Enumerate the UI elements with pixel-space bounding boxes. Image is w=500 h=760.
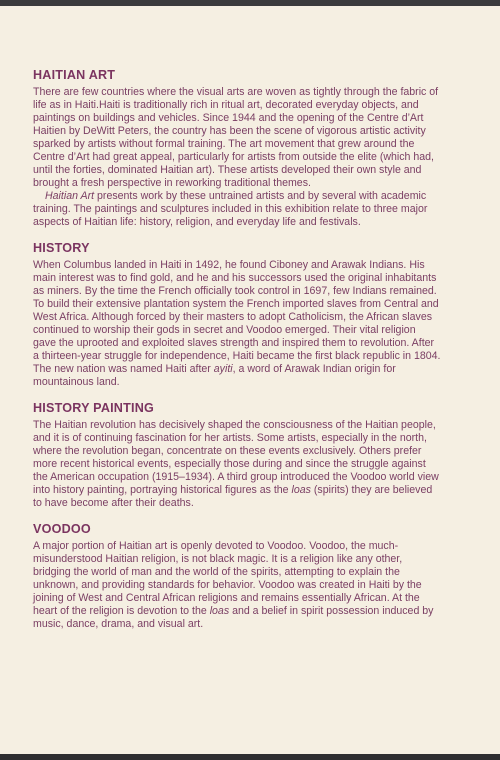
paragraph-text: The Haitian revolution has decisively shaped the consciousness of the Haitian people, and it is of continuing fascination for her artists. Some artists, especially in the north, where the revolution began, concentrate on these events exclusively. Others prefer more recent historical events, especially those during and since the struggle against the American occupation (1915–1934). A third group introduced the Voodoo world view into history painting, portraying historical figures as the	[33, 419, 439, 496]
document-page	[0, 6, 500, 754]
section-haitian-art	[33, 68, 441, 229]
italic-term: loas	[291, 484, 311, 496]
bottom-edge	[0, 754, 500, 760]
paragraph	[33, 190, 441, 229]
paragraph: There are few countries where the visual arts are woven as tightly through the fabric of life as in Haiti.Haiti is traditionally rich in ritual art, decorated everyday objects, and paintings on buildings and vehicles. Since 1944 and the opening of the Centre d’Art Haitien by DeWitt Peters, the country has been the scene of vigorous artistic activity sparked by artists without formal training. The art movement that grew around the Centre d’Art had great appeal, particularly for artists from outside the elite (which had, until the forties, dominated Haitian art). These artists developed their own style and brought a fresh perspective in reworking traditional themes.	[33, 86, 439, 189]
exhibition-title: Haitian Art	[45, 190, 95, 202]
italic-term: ayiti	[213, 363, 233, 375]
paragraph-text: and a belief in spirit possession induced by music, dance, drama, and visual art.	[33, 605, 434, 630]
paragraph-text: A major portion of Haitian art is openly devoted to Voodoo. Voodoo, the much-misunderstood Haitian religion, is not black magic. It is a religion like any other, bridging the world of man and the world of the spirits, attempting to explain the unknown, and providing standards for behavior. Voodoo was created in Haiti by the joining of West and Central African religions and remains essentially African. At the heart of the religion is devotion to the	[33, 540, 422, 617]
paragraph-text: presents work by these untrained artists and by several with academic training. The paintings and sculptures included in this exhibition relate to three major aspects of Haitian life: history, religion, and everyday life and festivals.	[33, 190, 428, 228]
paragraph	[33, 259, 441, 389]
section-heading: HISTORY	[33, 241, 90, 255]
paragraph-text: , a word of Arawak Indian origin for mountainous land.	[33, 363, 396, 388]
paragraph-text: (spirits) they are believed to have become after their deaths.	[33, 484, 433, 509]
section-history-painting	[33, 401, 441, 510]
section-heading: HAITIAN ART	[33, 68, 116, 82]
section-voodoo	[33, 522, 441, 631]
paragraph	[33, 419, 441, 510]
section-history	[33, 241, 441, 389]
italic-term: loas	[209, 605, 230, 617]
section-heading: HISTORY PAINTING	[33, 401, 154, 415]
page-content	[33, 68, 441, 643]
paragraph-text: When Columbus landed in Haiti in 1492, he found Ciboney and Arawak Indians. His main interest was to find gold, and he and his successors used the original inhabitants as miners. By the time the French officially took control in 1697, few Indians remained. To build their extensive plantation system the French imported slaves from Central and West Africa. Although forced by their masters to adopt Catholicism, the African slaves continued to worship their gods in secret and Voodoo emerged. Their vital religion gave the uprooted and exploited slaves strength and inspired them to revolution. After a thirteen-year struggle for independence, Haiti became the first black republic in 1804. The new nation was named Haiti after	[33, 259, 441, 375]
section-heading: VOODOO	[33, 522, 91, 536]
paragraph	[33, 540, 441, 631]
